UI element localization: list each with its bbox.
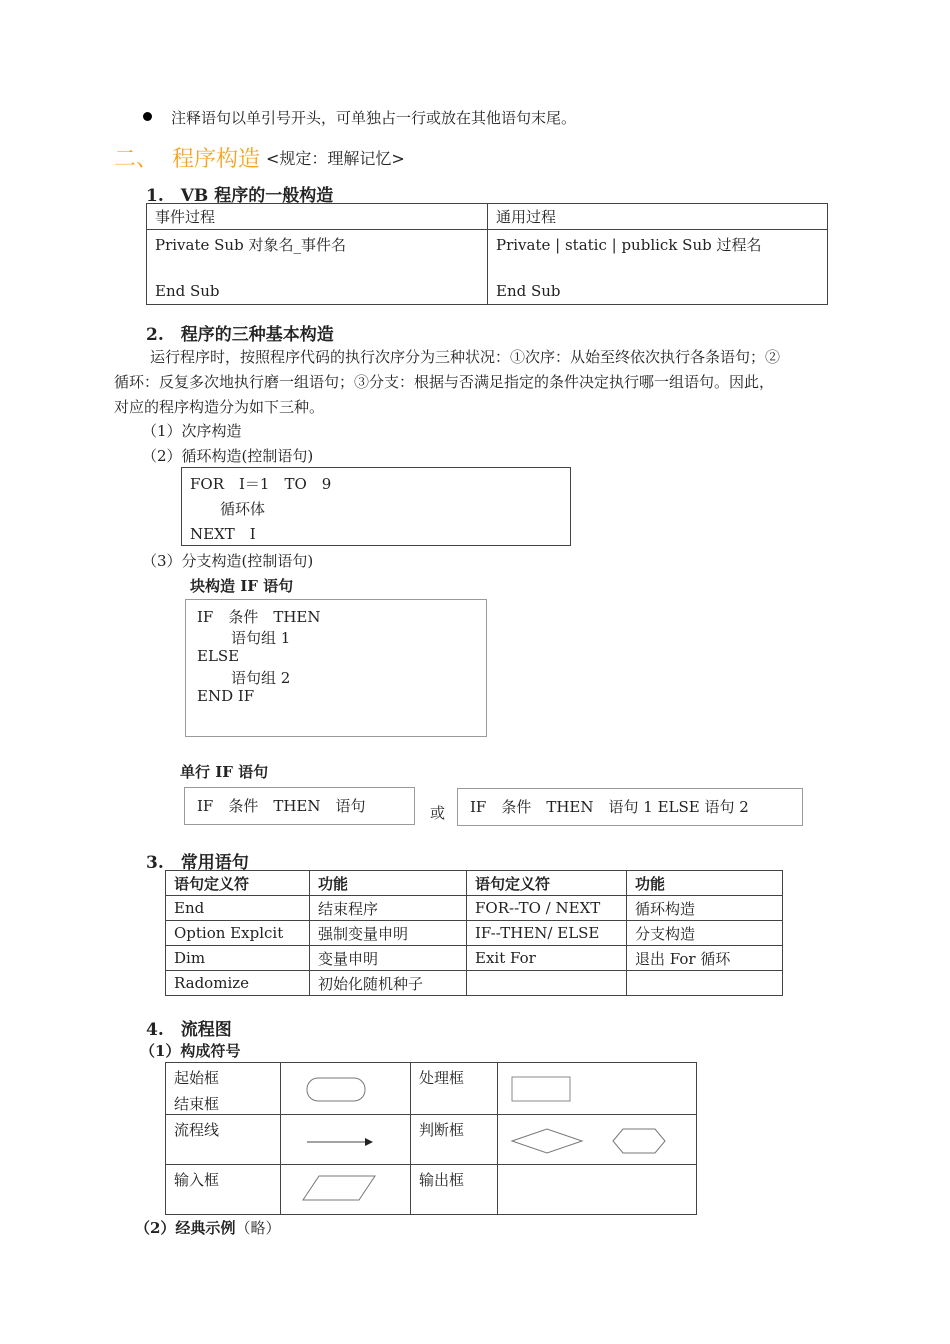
section-note: <规定：理解记忆> bbox=[266, 149, 405, 168]
s1-col1-line1: Private Sub 对象名_事件名 bbox=[155, 236, 346, 254]
loop-code-line2: 循环体 bbox=[220, 500, 266, 518]
table-cell: 强制变量申明 bbox=[310, 921, 467, 946]
s3-heading: 3. 常用语句 bbox=[146, 853, 249, 873]
arrow-right-icon bbox=[289, 1120, 399, 1160]
s2-para-line3: 对应的程序构造分为如下三种。 bbox=[114, 398, 325, 416]
s4-sub2-bold: （2）经典示例 bbox=[135, 1219, 236, 1237]
s4-heading: 4. 流程图 bbox=[146, 1020, 232, 1040]
table-cell: 结束程序 bbox=[310, 896, 467, 921]
process-label-cell bbox=[411, 1063, 498, 1115]
input-symbol-cell bbox=[281, 1165, 411, 1215]
s1-col1-header: 事件过程 bbox=[147, 204, 488, 230]
table-cell bbox=[627, 971, 783, 996]
s4-sub1: （1）构成符号 bbox=[140, 1042, 241, 1060]
terminal-shape-icon bbox=[289, 1069, 399, 1109]
table-row bbox=[166, 896, 783, 921]
table-cell: 循环构造 bbox=[627, 896, 783, 921]
s2-item2: （2）循环构造(控制语句) bbox=[142, 447, 314, 465]
block-if-line5: END IF bbox=[197, 687, 255, 705]
process-label: 处理框 bbox=[419, 1069, 465, 1087]
s2-para-line1: 运行程序时，按照程序代码的执行次序分为三种状况：①次序：从始至终依次执行各条语句；② bbox=[150, 348, 781, 366]
table-cell: 初始化随机种子 bbox=[310, 971, 467, 996]
diamond-icon bbox=[512, 1129, 582, 1153]
block-if-title: 块构造 IF 语句 bbox=[190, 577, 294, 595]
terminal-symbol-cell bbox=[281, 1063, 411, 1115]
table-row bbox=[166, 971, 783, 996]
table-cell: Radomize bbox=[166, 971, 310, 996]
s1-col2-line1: Private | static | publick Sub 过程名 bbox=[496, 236, 762, 254]
s2-heading: 2. 程序的三种基本构造 bbox=[146, 325, 334, 345]
single-if-b-text: IF 条件 THEN 语句 1 ELSE 语句 2 bbox=[470, 798, 749, 816]
s3-header-2: 功能 bbox=[310, 871, 467, 896]
input-label-cell bbox=[166, 1165, 281, 1215]
table-row bbox=[166, 921, 783, 946]
section-title: 程序构造 bbox=[172, 147, 261, 172]
table-cell: 分支构造 bbox=[627, 921, 783, 946]
s1-col2-header: 通用过程 bbox=[488, 204, 828, 230]
s3-header-3: 语句定义符 bbox=[467, 871, 627, 896]
s2-item3: （3）分支构造(控制语句) bbox=[142, 552, 314, 570]
table-cell: 退出 For 循环 bbox=[627, 946, 783, 971]
bullet-note: 注释语句以单引号开头，可单独占一行或放在其他语句末尾。 bbox=[171, 109, 577, 127]
flowchart-symbols-table bbox=[165, 1062, 697, 1215]
table-cell: Dim bbox=[166, 946, 310, 971]
decision-shapes-icon bbox=[506, 1120, 686, 1160]
section-number: 二、 bbox=[114, 147, 159, 172]
output-label-cell bbox=[411, 1165, 498, 1215]
common-statements-table bbox=[165, 870, 783, 996]
table-cell: Exit For bbox=[467, 946, 627, 971]
s4-sub2 bbox=[135, 1217, 280, 1238]
output-label: 输出框 bbox=[419, 1171, 465, 1189]
or-text: 或 bbox=[430, 804, 446, 822]
bullet-dot bbox=[143, 112, 152, 121]
s3-header-4: 功能 bbox=[627, 871, 783, 896]
block-if-line2: 语句组 1 bbox=[231, 629, 291, 647]
table-cell: Option Explcit bbox=[166, 921, 310, 946]
s1-col2-body bbox=[488, 230, 828, 305]
s2-item1: （1）次序构造 bbox=[142, 422, 242, 440]
flowline-symbol-cell bbox=[281, 1115, 411, 1165]
loop-code-line1: FOR I＝1 TO 9 bbox=[190, 475, 332, 493]
input-label: 输入框 bbox=[174, 1171, 220, 1189]
table-cell bbox=[467, 971, 627, 996]
s1-structure-table bbox=[146, 203, 828, 305]
start-end-label-cell bbox=[166, 1063, 281, 1115]
process-rectangle-icon bbox=[506, 1069, 686, 1109]
flowline-label-cell bbox=[166, 1115, 281, 1165]
output-symbol-cell bbox=[498, 1165, 697, 1215]
block-if-line4: 语句组 2 bbox=[231, 669, 291, 687]
s1-col1-line2: End Sub bbox=[155, 282, 220, 300]
s4-sub2-rest: （略） bbox=[235, 1219, 281, 1237]
start-label: 起始框 bbox=[174, 1069, 220, 1087]
decision-symbol-cell bbox=[498, 1115, 697, 1165]
single-if-a-text: IF 条件 THEN 语句 bbox=[197, 797, 366, 815]
s1-col2-line2: End Sub bbox=[496, 282, 561, 300]
end-label: 结束框 bbox=[174, 1095, 220, 1113]
parallelogram-icon bbox=[289, 1170, 399, 1210]
process-symbol-cell bbox=[498, 1063, 697, 1115]
s1-heading: 1. VB 程序的一般构造 bbox=[146, 186, 334, 206]
loop-code-line3: NEXT I bbox=[190, 525, 256, 543]
flowline-label: 流程线 bbox=[174, 1121, 220, 1139]
s1-col1-body bbox=[147, 230, 488, 305]
hexagon-icon bbox=[613, 1129, 665, 1153]
table-cell: End bbox=[166, 896, 310, 921]
table-row bbox=[166, 946, 783, 971]
block-if-line3: ELSE bbox=[197, 647, 240, 665]
block-if-line1: IF 条件 THEN bbox=[197, 608, 321, 626]
decision-label: 判断框 bbox=[419, 1121, 465, 1139]
s3-header-1: 语句定义符 bbox=[166, 871, 310, 896]
single-if-title: 单行 IF 语句 bbox=[180, 763, 269, 781]
s2-para-line2: 循环：反复多次地执行磨一组语句；③分支：根据与否满足指定的条件决定执行哪一组语句。因此， bbox=[114, 373, 775, 391]
table-cell: IF--THEN/ ELSE bbox=[467, 921, 627, 946]
table-cell: 变量申明 bbox=[310, 946, 467, 971]
table-cell: FOR--TO / NEXT bbox=[467, 896, 627, 921]
decision-label-cell bbox=[411, 1115, 498, 1165]
